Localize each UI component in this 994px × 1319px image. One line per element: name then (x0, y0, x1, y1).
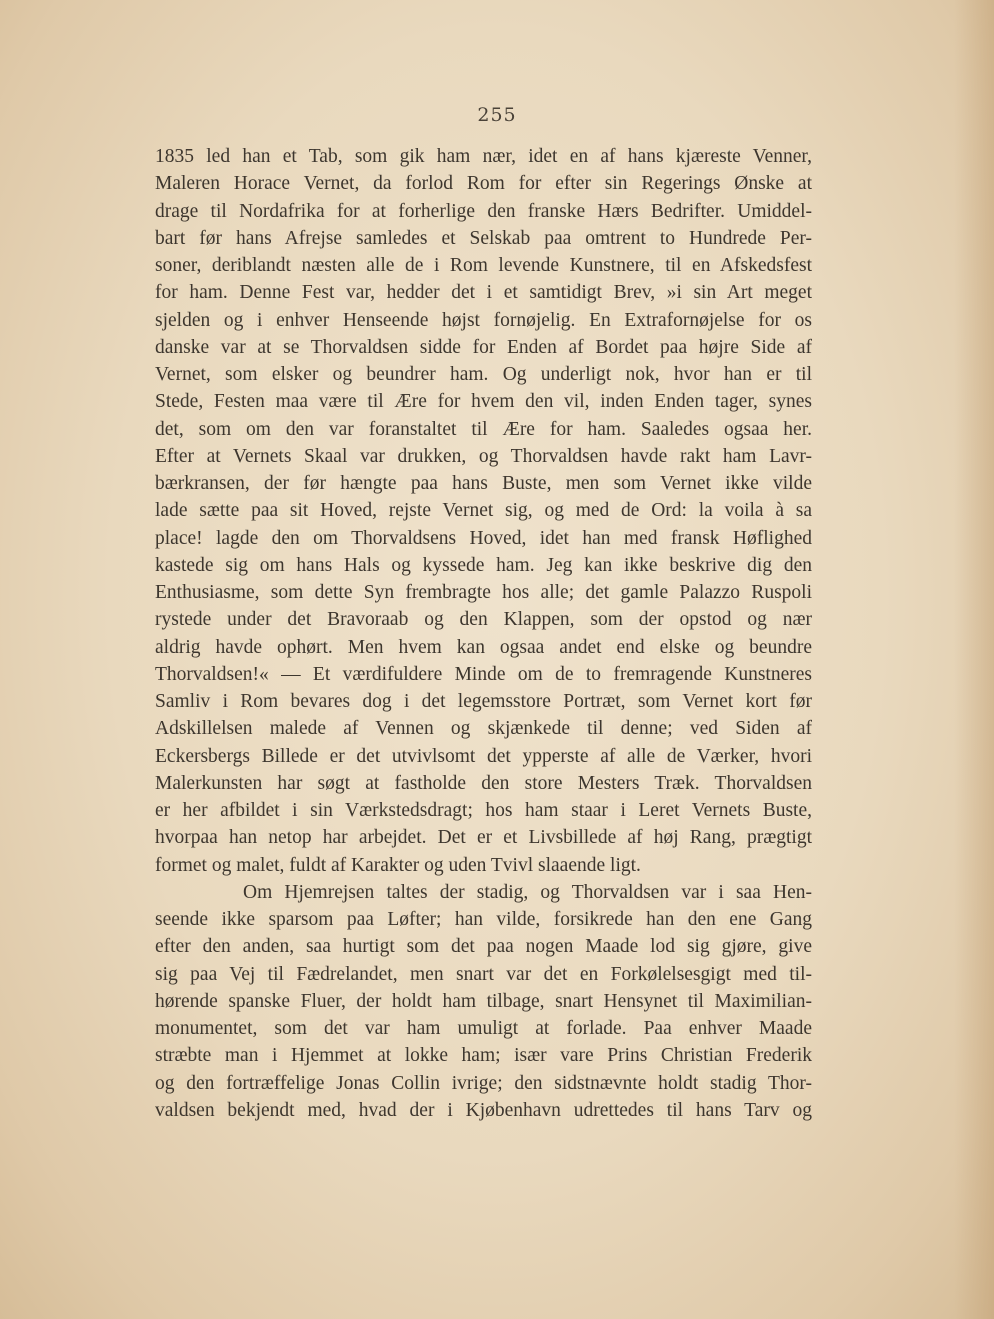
page-edge-shadow (954, 0, 994, 1319)
text-line: hørende spanske Fluer, der holdt ham tilbage, snart Hensynet til Maximilian- (155, 990, 812, 1012)
text-line: danske var at se Thorvaldsen sidde for Enden af Bordet paa højre Side af (155, 336, 812, 358)
text-line: Efter at Vernets Skaal var drukken, og Thorvaldsen havde rakt ham Lavr- (155, 445, 812, 467)
text-line: Om Hjemrejsen taltes der stadig, og Thorvaldsen var i saa Hen- (243, 881, 812, 903)
text-line: formet og malet, fuldt af Karakter og uden Tvivl slaaende ligt. (155, 854, 641, 876)
body-text (155, 143, 812, 1124)
text-line: monumentet, som det var ham umuligt at forlade. Paa enhver Maade (155, 1018, 812, 1039)
text-line: bærkransen, der før hængte paa hans Buste, men som Vernet ikke vilde (155, 473, 812, 494)
text-line: Thorvaldsen!« — Et værdifuldere Minde om de to fremragende Kunstneres (155, 663, 812, 685)
text-line: Adskillelsen malede af Vennen og skjænkede til denne; ved Siden af (155, 718, 812, 740)
text-line: place! lagde den om Thorvaldsens Hoved, idet han med fransk Høflighed (155, 527, 812, 549)
text-line: soner, deriblandt næsten alle de i Rom levende Kunstnere, til en Afskedsfest (155, 255, 812, 276)
text-line: Maleren Horace Vernet, da forlod Rom for efter sin Regerings Ønske at (155, 173, 812, 195)
text-line: kastede sig om hans Hals og kyssede ham. Jeg kan ikke beskrive dig den (155, 554, 812, 576)
text-line: Eckersbergs Billede er det utvivlsomt det ypperste af alle de Værker, hvori (155, 745, 812, 767)
text-line: rystede under det Bravoraab og den Klappen, som der opstod og nær (155, 609, 812, 631)
text-line: Stede, Festen maa være til Ære for hvem den vil, inden Enden tager, synes (155, 391, 812, 413)
text-line: lade sætte paa sit Hoved, rejste Vernet sig, og med de Ord: la voila à sa (155, 500, 812, 522)
text-line: og den fortræffelige Jonas Collin ivrige; den sidstnævnte holdt stadig Thor- (155, 1072, 812, 1094)
text-line: efter den anden, saa hurtigt som det paa nogen Maade lod sig gjøre, give (155, 936, 812, 958)
text-line: er her afbildet i sin Værkstedsdragt; hos ham staar i Leret Vernets Buste, (155, 800, 812, 821)
text-line: Samliv i Rom bevares dog i det legemsstore Portræt, som Vernet kort før (155, 691, 812, 712)
text-line: 1835 led han et Tab, som gik ham nær, idet en af hans kjæreste Venner, (155, 146, 812, 167)
text-line: seende ikke sparsom paa Løfter; han vilde, forsikrede han den ene Gang (155, 909, 812, 930)
text-line: bart før hans Afrejse samledes et Selskab paa omtrent to Hundrede Per- (155, 227, 812, 249)
text-line: for ham. Denne Fest var, hedder det i et samtidigt Brev, »i sin Art meget (155, 282, 812, 304)
text-line: det, som om den var foranstaltet til Ære for ham. Saaledes ogsaa her. (155, 418, 812, 440)
text-line: stræbte man i Hjemmet at lokke ham; især vare Prins Christian Frederik (155, 1045, 812, 1067)
page-number: 255 (477, 104, 517, 126)
text-line: Enthusiasme, som dette Syn frembragte hos alle; det gamle Palazzo Ruspoli (155, 582, 812, 603)
text-line: sig paa Vej til Fædrelandet, men snart var det en Forkølelsesgigt med til- (155, 963, 812, 985)
text-line: hvorpaa han netop har arbejdet. Det er et Livsbillede af høj Rang, prægtigt (155, 827, 812, 849)
text-line: Vernet, som elsker og beundrer ham. Og underligt nok, hvor han er til (155, 364, 812, 385)
text-line: drage til Nordafrika for at forherlige den franske Hærs Bedrifter. Umiddel- (155, 200, 812, 222)
text-line: aldrig havde ophørt. Men hvem kan ogsaa andet end elske og beundre (155, 636, 812, 658)
text-line: valdsen bekjendt med, hvad der i Kjøbenhavn udrettedes til hans Tarv og (155, 1099, 812, 1121)
text-line: Malerkunsten har søgt at fastholde den store Mesters Træk. Thorvaldsen (155, 772, 812, 794)
text-line: sjelden og i enhver Henseende højst fornøjelig. En Extrafornøjelse for os (155, 309, 812, 331)
